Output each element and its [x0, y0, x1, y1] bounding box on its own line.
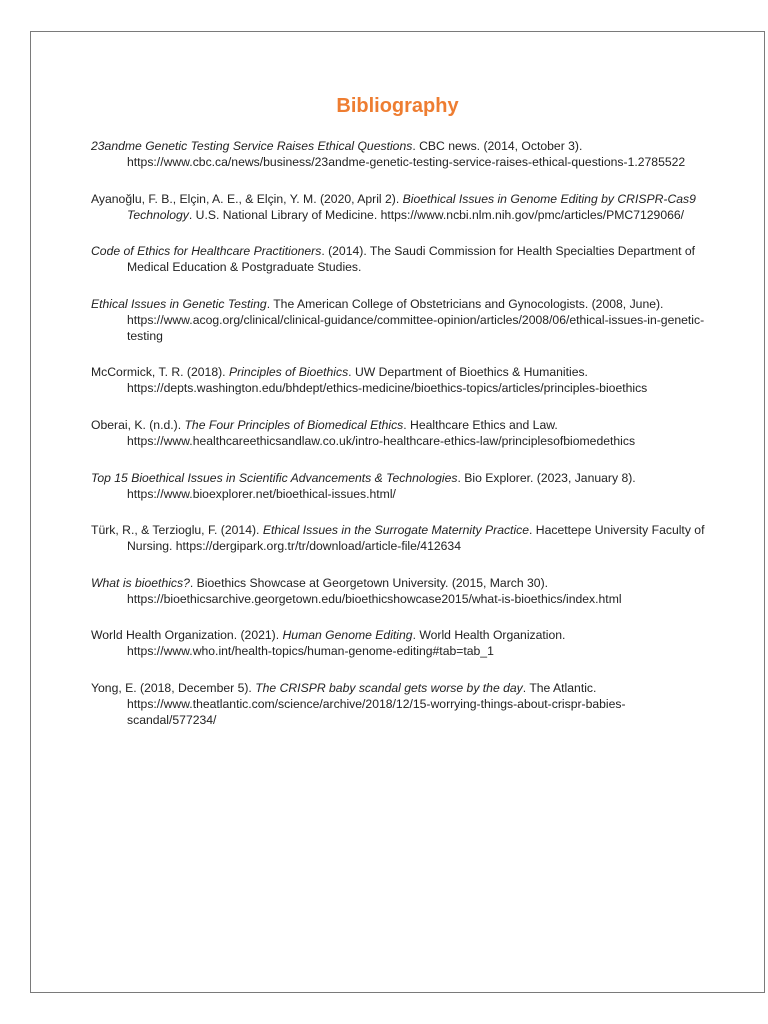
reference-text: . The Atlantic. https://www.theatlantic.com/science/archive/2018/12/15-worrying-things-about-crispr-babies-scandal/577234/: [127, 680, 626, 727]
reference-text: McCormick, T. R. (2018).: [91, 365, 229, 380]
reference-title: Ethical Issues in Genetic Testing: [91, 296, 267, 311]
document-page: [30, 31, 765, 993]
reference-item: [91, 470, 711, 502]
reference-item: [91, 522, 711, 554]
reference-text: Türk, R., & Terzioglu, F. (2014).: [91, 523, 263, 538]
reference-item: [91, 138, 711, 170]
reference-text: . Bioethics Showcase at Georgetown University. (2015, March 30). https://bioethicsarchive.georgetown.edu/bioethicshowcase2015/what-is-bioethics/index.html: [127, 575, 622, 606]
reference-text: . (2014). The Saudi Commission for Health Specialties Department of Medical Education & Postgraduate Studies.: [127, 244, 696, 275]
reference-item: [91, 627, 711, 659]
reference-title: Ethical Issues in the Surrogate Maternity Practice: [262, 523, 530, 538]
reference-text: . The American College of Obstetricians and Gynocologists. (2008, June). https://www.acog.org/clinical/clinical-guidance/committee-opinion/articles/2008/06/ethical-issues-in-genetic-testing: [127, 296, 705, 343]
reference-title: What is bioethics?: [91, 575, 190, 590]
reference-list: [91, 138, 711, 749]
reference-text: . Healthcare Ethics and Law. https://www.healthcareethicsandlaw.co.uk/intro-healthcare-ethics-law/principlesofbiomedethics: [127, 417, 636, 448]
reference-item: [91, 417, 711, 449]
reference-title: Bioethical Issues in Genome Editing by CRISPR-Cas9 Technology: [127, 191, 696, 222]
reference-item: [91, 575, 711, 607]
reference-title: Principles of Bioethics: [228, 365, 349, 380]
reference-text: . World Health Organization. https://www.who.int/health-topics/human-genome-editing#tab=tab_1: [127, 628, 566, 659]
reference-text: . Bio Explorer. (2023, January 8). https://www.bioexplorer.net/bioethical-issues.html/: [127, 470, 636, 501]
reference-text: World Health Organization. (2021).: [91, 628, 283, 643]
reference-text: . U.S. National Library of Medicine. https://www.ncbi.nlm.nih.gov/pmc/articles/PMC7129066/: [188, 207, 685, 222]
reference-title: The Four Principles of Biomedical Ethics: [184, 417, 404, 432]
reference-item: [91, 191, 711, 223]
reference-text: . UW Department of Bioethics & Humanities. https://depts.washington.edu/bhdept/ethics-medicine/bioethics-topics/articles/principles-bioethics: [127, 365, 648, 396]
reference-title: The CRISPR baby scandal gets worse by the day: [255, 680, 523, 695]
reference-text: Oberai, K. (n.d.).: [91, 417, 185, 432]
reference-text: Ayanoğlu, F. B., Elçin, A. E., & Elçin, Y. M. (2020, April 2).: [91, 191, 403, 206]
reference-text: . CBC news. (2014, October 3). https://www.cbc.ca/news/business/23andme-genetic-testing-service-raises-ethical-questions-1.2785522: [127, 139, 686, 169]
reference-title: 23andme Genetic Testing Service Raises Ethical Questions: [91, 139, 413, 153]
reference-title: Human Genome Editing: [282, 628, 413, 643]
page-title: Bibliography: [336, 95, 459, 117]
reference-item: [91, 243, 711, 275]
reference-text: . Hacettepe University Faculty of Nursing. https://dergipark.org.tr/tr/download/article-file/412634: [127, 523, 705, 554]
reference-item: [91, 680, 711, 728]
reference-item: [91, 296, 711, 344]
reference-title: Top 15 Bioethical Issues in Scientific Advancements & Technologies: [91, 470, 458, 485]
reference-item: [91, 364, 711, 396]
reference-text: Yong, E. (2018, December 5).: [91, 680, 256, 695]
reference-title: Code of Ethics for Healthcare Practitioners: [91, 244, 322, 259]
